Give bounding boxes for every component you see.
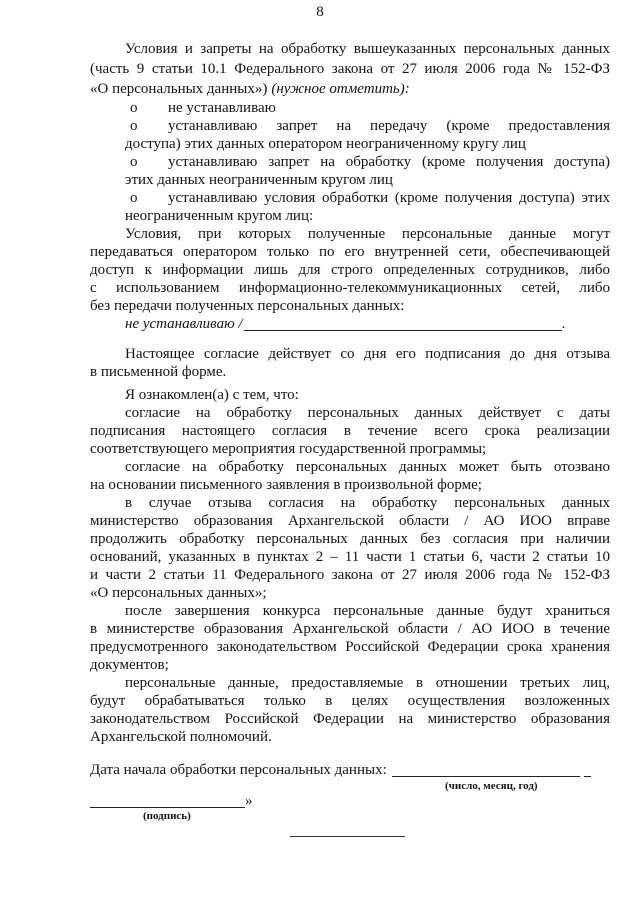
acknowledgement-line: Архангельской полномочий. <box>90 729 272 745</box>
document-body <box>90 39 610 823</box>
acknowledgement-line: законодательством Российской Федерации на министерство образования <box>90 711 610 727</box>
acknowledgement-item <box>90 404 610 458</box>
restrictions-intro-line: Условия и запреты на обработку вышеуказанных персональных данных <box>125 41 610 57</box>
conditions-line: доступ к информации лишь для строго определенных сотрудников, либо <box>90 262 610 278</box>
start-date-line <box>90 761 610 779</box>
option-text: устанавливаю запрет на передачу (кроме предоставления <box>168 118 610 134</box>
option-line <box>90 189 610 207</box>
start-date-blank <box>392 764 580 777</box>
option-item <box>90 99 610 117</box>
option-line <box>90 117 610 135</box>
option-line <box>90 153 610 171</box>
start-date-block <box>90 761 610 793</box>
restrictions-intro-line: (часть 9 статьи 10.1 Федерального закона от 27 июля 2006 года № 152-ФЗ <box>90 61 610 77</box>
signature-line <box>90 793 610 809</box>
option-text: не устанавливаю <box>168 100 276 116</box>
conditions-answer-line <box>90 315 610 333</box>
acknowledgement-line: «О персональных данных»; <box>90 585 267 601</box>
option-text: устанавливаю запрет на обработку (кроме получения доступа) <box>168 154 610 170</box>
conditions-paragraph <box>90 225 610 333</box>
restrictions-intro-line: «О персональных данных») <box>90 81 268 97</box>
option-item <box>90 153 610 189</box>
signature-blank <box>90 795 245 808</box>
start-date-label: Дата начала обработки персональных данных: <box>90 762 387 778</box>
acknowledgement-line: персональные данные, предоставляемые в отношении третьих лиц, <box>125 675 610 691</box>
acknowledgement-line: документов; <box>90 657 169 673</box>
acknowledgement-line: согласие на обработку персональных данных может быть отозвано <box>125 459 610 475</box>
restrictions-note: (нужное отметить): <box>271 81 410 97</box>
acknowledgement-line: продолжить обработку персональных данных без согласия при наличии <box>90 531 610 547</box>
bottom-rule <box>290 836 405 837</box>
option-line <box>90 99 610 117</box>
acknowledgement-line: подписания настоящего согласия в течение всего срока реализации <box>90 423 610 439</box>
acknowledgement-line: будут обрабатываться только в целях осуществления возложенных <box>90 693 610 709</box>
conditions-line: без передачи полученных персональных данных: <box>90 298 405 314</box>
option-item <box>90 117 610 153</box>
conditions-line: Условия, при которых полученные персональные данные могут <box>125 226 610 242</box>
acknowledgement-line: в случае отзыва согласия на обработку персональных данных <box>125 495 610 511</box>
acknowledgement-line: соответствующего мероприятия государственной программы; <box>90 441 487 457</box>
option-item <box>90 189 610 225</box>
acknowledgement-line: предусмотренного законодательством Российской Федерации срока хранения <box>90 639 610 655</box>
acknowledgement-item <box>90 674 610 746</box>
conditions-answer-end: . <box>561 316 566 332</box>
option-marker: o <box>130 154 138 170</box>
acknowledgement-line: оснований, указанных в пунктах 2 – 11 части 1 статьи 6, части 2 статьи 10 <box>90 549 610 565</box>
validity-line: Настоящее согласие действует со дня его подписания до дня отзыва <box>125 346 610 362</box>
acknowledgement-intro: Я ознакомлен(а) с тем, что: <box>125 387 299 403</box>
signature-block <box>90 793 610 823</box>
start-date-blank-tail <box>584 764 591 777</box>
conditions-answer: не устанавливаю / <box>125 316 243 332</box>
signature-hint: (подпись) <box>143 810 191 822</box>
option-text: неограниченным кругом лиц: <box>125 208 314 224</box>
page-number: 8 <box>316 4 324 20</box>
option-text: доступа) этих данных оператором неограниченному кругу лиц <box>125 136 526 152</box>
option-text: этих данных неограниченным кругом лиц <box>125 172 393 188</box>
acknowledgement-line: согласие на обработку персональных данных действует с даты <box>125 405 610 421</box>
option-marker: o <box>130 118 138 134</box>
option-marker: o <box>130 100 138 116</box>
acknowledgement-line: и части 2 статьи 11 Федерального закона от 27 июля 2006 года № 152-ФЗ <box>90 567 610 583</box>
acknowledgement-item <box>90 602 610 674</box>
acknowledgement-section <box>90 386 610 746</box>
validity-line: в письменной форме. <box>90 364 227 380</box>
option-marker: o <box>130 190 138 206</box>
restrictions-intro-last-line <box>90 79 610 99</box>
acknowledgement-line: в министерстве образования Архангельской области / АО ИОО в течение <box>90 621 610 637</box>
conditions-line: с использованием информационно-телекоммуникационных сетей, либо <box>90 280 610 296</box>
acknowledgement-item <box>90 494 610 602</box>
acknowledgement-line: после завершения конкурса персональные данные будут храниться <box>125 603 610 619</box>
acknowledgement-line: министерство образования Архангельской области / АО ИОО вправе <box>90 513 610 529</box>
signature-quote: » <box>245 793 253 809</box>
acknowledgement-item <box>90 458 610 494</box>
acknowledgement-line: на основании письменного заявления в произвольной форме; <box>90 477 482 493</box>
conditions-answer-blank <box>244 318 562 331</box>
start-date-hint: (число, месяц, год) <box>445 780 538 792</box>
restrictions-section <box>90 39 610 225</box>
conditions-line: передаваться оператором только по его внутренней сети, обеспечивающей <box>90 244 610 260</box>
option-text: устанавливаю условия обработки (кроме получения доступа) этих <box>168 190 610 206</box>
validity-paragraph <box>90 345 610 381</box>
